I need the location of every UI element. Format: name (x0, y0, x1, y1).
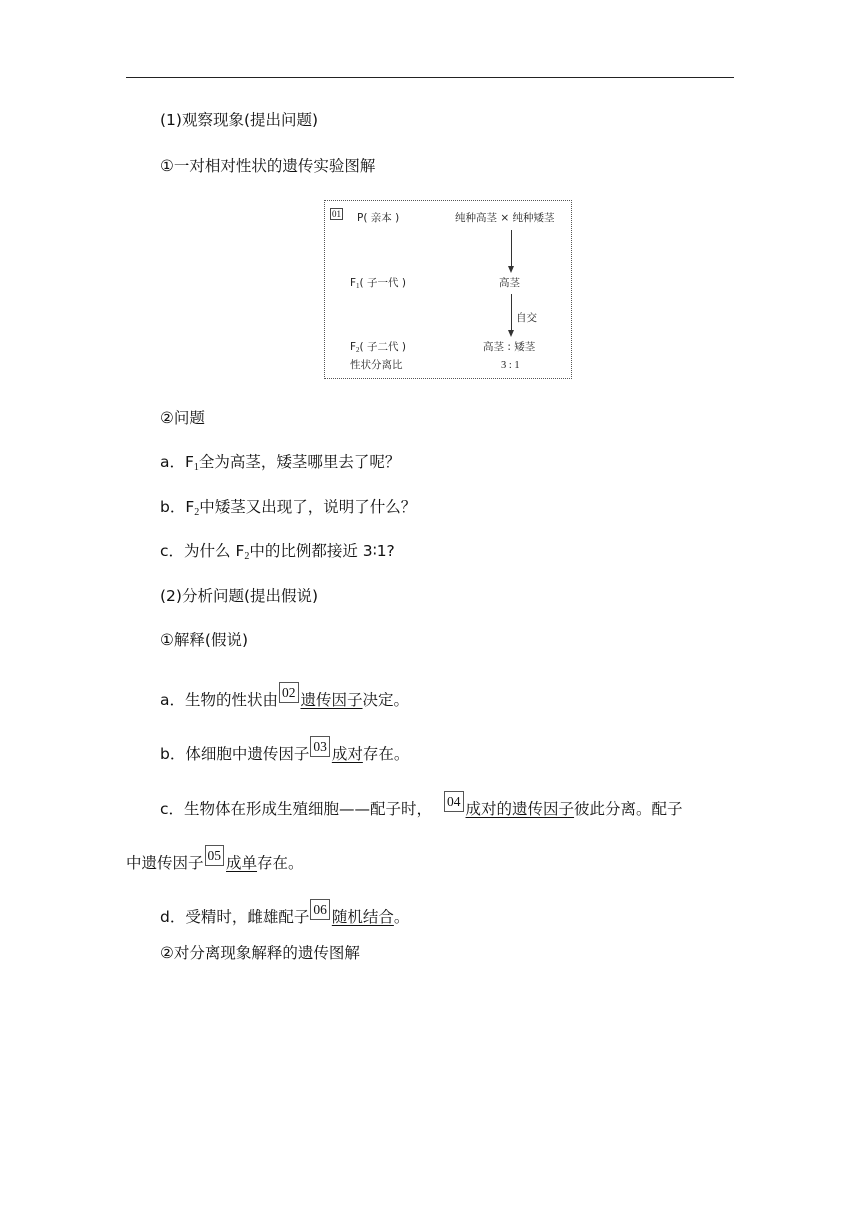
parent-cross: 纯种高茎 × 纯种矮茎 (455, 212, 555, 224)
arrow-to-f1 (511, 230, 512, 268)
f2-value: 高茎 : 矮茎 (483, 341, 536, 353)
f1-label: $F_1$( 子一代 ) (350, 277, 406, 290)
self-cross-label: 自交 (516, 312, 537, 324)
arrowhead-f1 (508, 266, 514, 273)
answer-box-02: 02 (279, 682, 299, 703)
hypothesis-c: c．生物体在形成生殖细胞——配子时， 04 成对的遗传因子彼此分离。配子 (160, 791, 683, 819)
section-heading-analyze: (2)分析问题(提出假说) (160, 587, 319, 605)
hypothesis-d: d．受精时，雌雄配子 06 随机结合。 (160, 899, 409, 927)
answer-box-05: 05 (205, 845, 225, 866)
f1-value: 高茎 (499, 277, 520, 289)
subheading-hypothesis: ①解释(假说) (160, 631, 248, 649)
answer-fill-02: 遗传因子 (300, 691, 363, 709)
answer-fill-05: 成单 (226, 854, 258, 872)
f2-ratio: 3 : 1 (501, 360, 520, 371)
header-rule (126, 77, 734, 78)
answer-fill-06: 随机结合 (331, 908, 394, 926)
arrow-to-f2 (511, 294, 512, 332)
f2-ratio-label: 性状分离比 (350, 359, 403, 371)
subheading-experiment-diagram: ①一对相对性状的遗传实验图解 (160, 157, 376, 175)
question-a: a．$F_1$全为高茎，矮茎哪里去了呢？ (160, 453, 401, 473)
answer-box-03: 03 (310, 736, 330, 757)
f2-label: $F_2$( 子二代 ) (350, 341, 406, 354)
answer-fill-03: 成对 (331, 745, 363, 763)
hypothesis-c-continued: 中遗传因子 05 成单存在。 (126, 845, 304, 873)
question-b: b．$F_2$中矮茎又出现了，说明了什么？ (160, 498, 417, 518)
questions-title: ②问题 (160, 409, 205, 427)
question-c: c．为什么 $F_2$中的比例都接近 3∶1? (160, 542, 395, 562)
parent-label: P( 亲本 ) (357, 212, 400, 224)
section-heading-observe: (1)观察现象(提出问题) (160, 111, 319, 129)
subheading-explanation-diagram: ②对分离现象解释的遗传图解 (160, 944, 360, 962)
answer-box-04: 04 (444, 791, 464, 812)
hypothesis-b: b．体细胞中遗传因子 03 成对存在。 (160, 736, 409, 764)
arrowhead-f2 (508, 330, 514, 337)
answer-fill-04: 成对的遗传因子 (465, 800, 575, 818)
answer-box-06: 06 (310, 899, 330, 920)
diagram-tag: 01 (332, 209, 341, 219)
hypothesis-a: a．生物的性状由 02 遗传因子决定。 (160, 682, 409, 710)
